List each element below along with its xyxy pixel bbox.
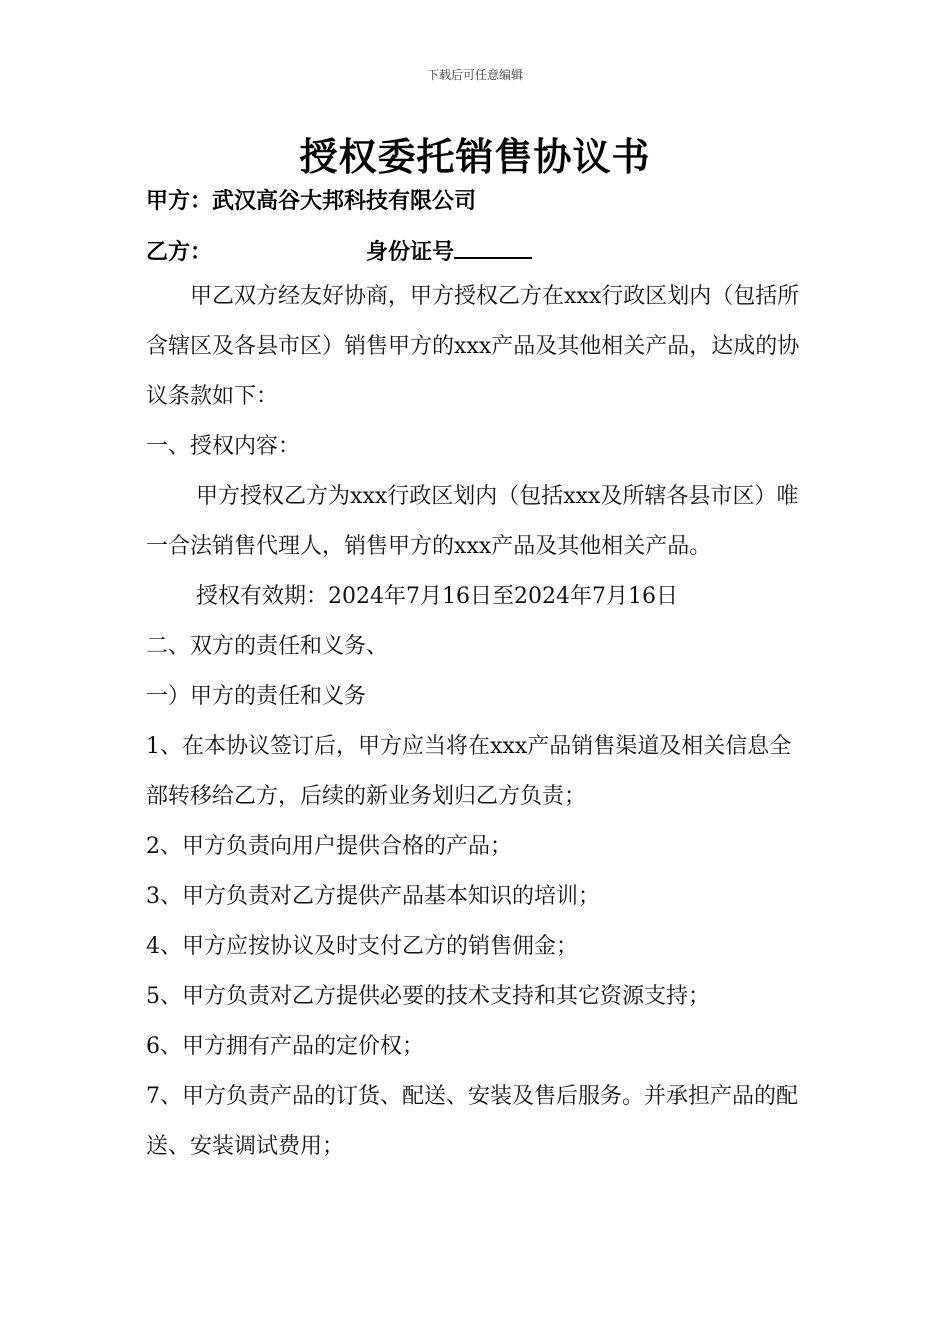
section2-subheading: 一）甲方的责任和义务 <box>146 684 367 709</box>
document-title: 授权委托销售协议书 <box>299 135 651 179</box>
party-a-line: 甲方：武汉高谷大邦科技有限公司 <box>146 189 477 214</box>
id-number-field <box>366 235 532 266</box>
intro-paragraph: 甲乙双方经友好协商，甲方授权乙方在xxx行政区划内（包括所含辖区及各县市区）销售甲方的xxx产品及其他相关产品，达成的协议条款如下： <box>146 284 800 409</box>
id-number-blank <box>454 235 532 259</box>
clause-item: 5、甲方负责对乙方提供必要的技术支持和其它资源支持； <box>146 984 710 1009</box>
section1-heading: 一、授权内容： <box>146 434 301 459</box>
clause-item: 3、甲方负责对乙方提供产品基本知识的培训； <box>146 884 600 909</box>
clause-item: 2、甲方负责向用户提供合格的产品； <box>146 834 512 859</box>
header-note: 下载后可任意编辑 <box>426 68 523 82</box>
clause-item: 7、甲方负责产品的订货、配送、安装及售后服务。并承担产品的配送、安装调试费用； <box>146 1084 798 1159</box>
party-b-label: 乙方： <box>146 240 213 265</box>
clause-item: 1、在本协议签订后，甲方应当将在xxx产品销售渠道及相关信息全部转移给乙方，后续的新业务划归乙方负责； <box>146 734 792 809</box>
section1-body: 甲方授权乙方为xxx行政区划内（包括xxx及所辖各县市区）唯一合法销售代理人，销售甲方的xxx产品及其他相关产品。 <box>146 484 799 559</box>
clause-item: 6、甲方拥有产品的定价权； <box>146 1034 424 1059</box>
id-number-label: 身份证号 <box>366 240 455 265</box>
party-b-line <box>146 235 806 266</box>
section2-heading: 二、双方的责任和义务、 <box>146 634 389 659</box>
agreement-body <box>146 272 808 1172</box>
clause-item: 4、甲方应按协议及时支付乙方的销售佣金； <box>146 934 578 959</box>
validity-period: 授权有效期：2024年7月16日至2024年7月16日 <box>196 584 678 609</box>
